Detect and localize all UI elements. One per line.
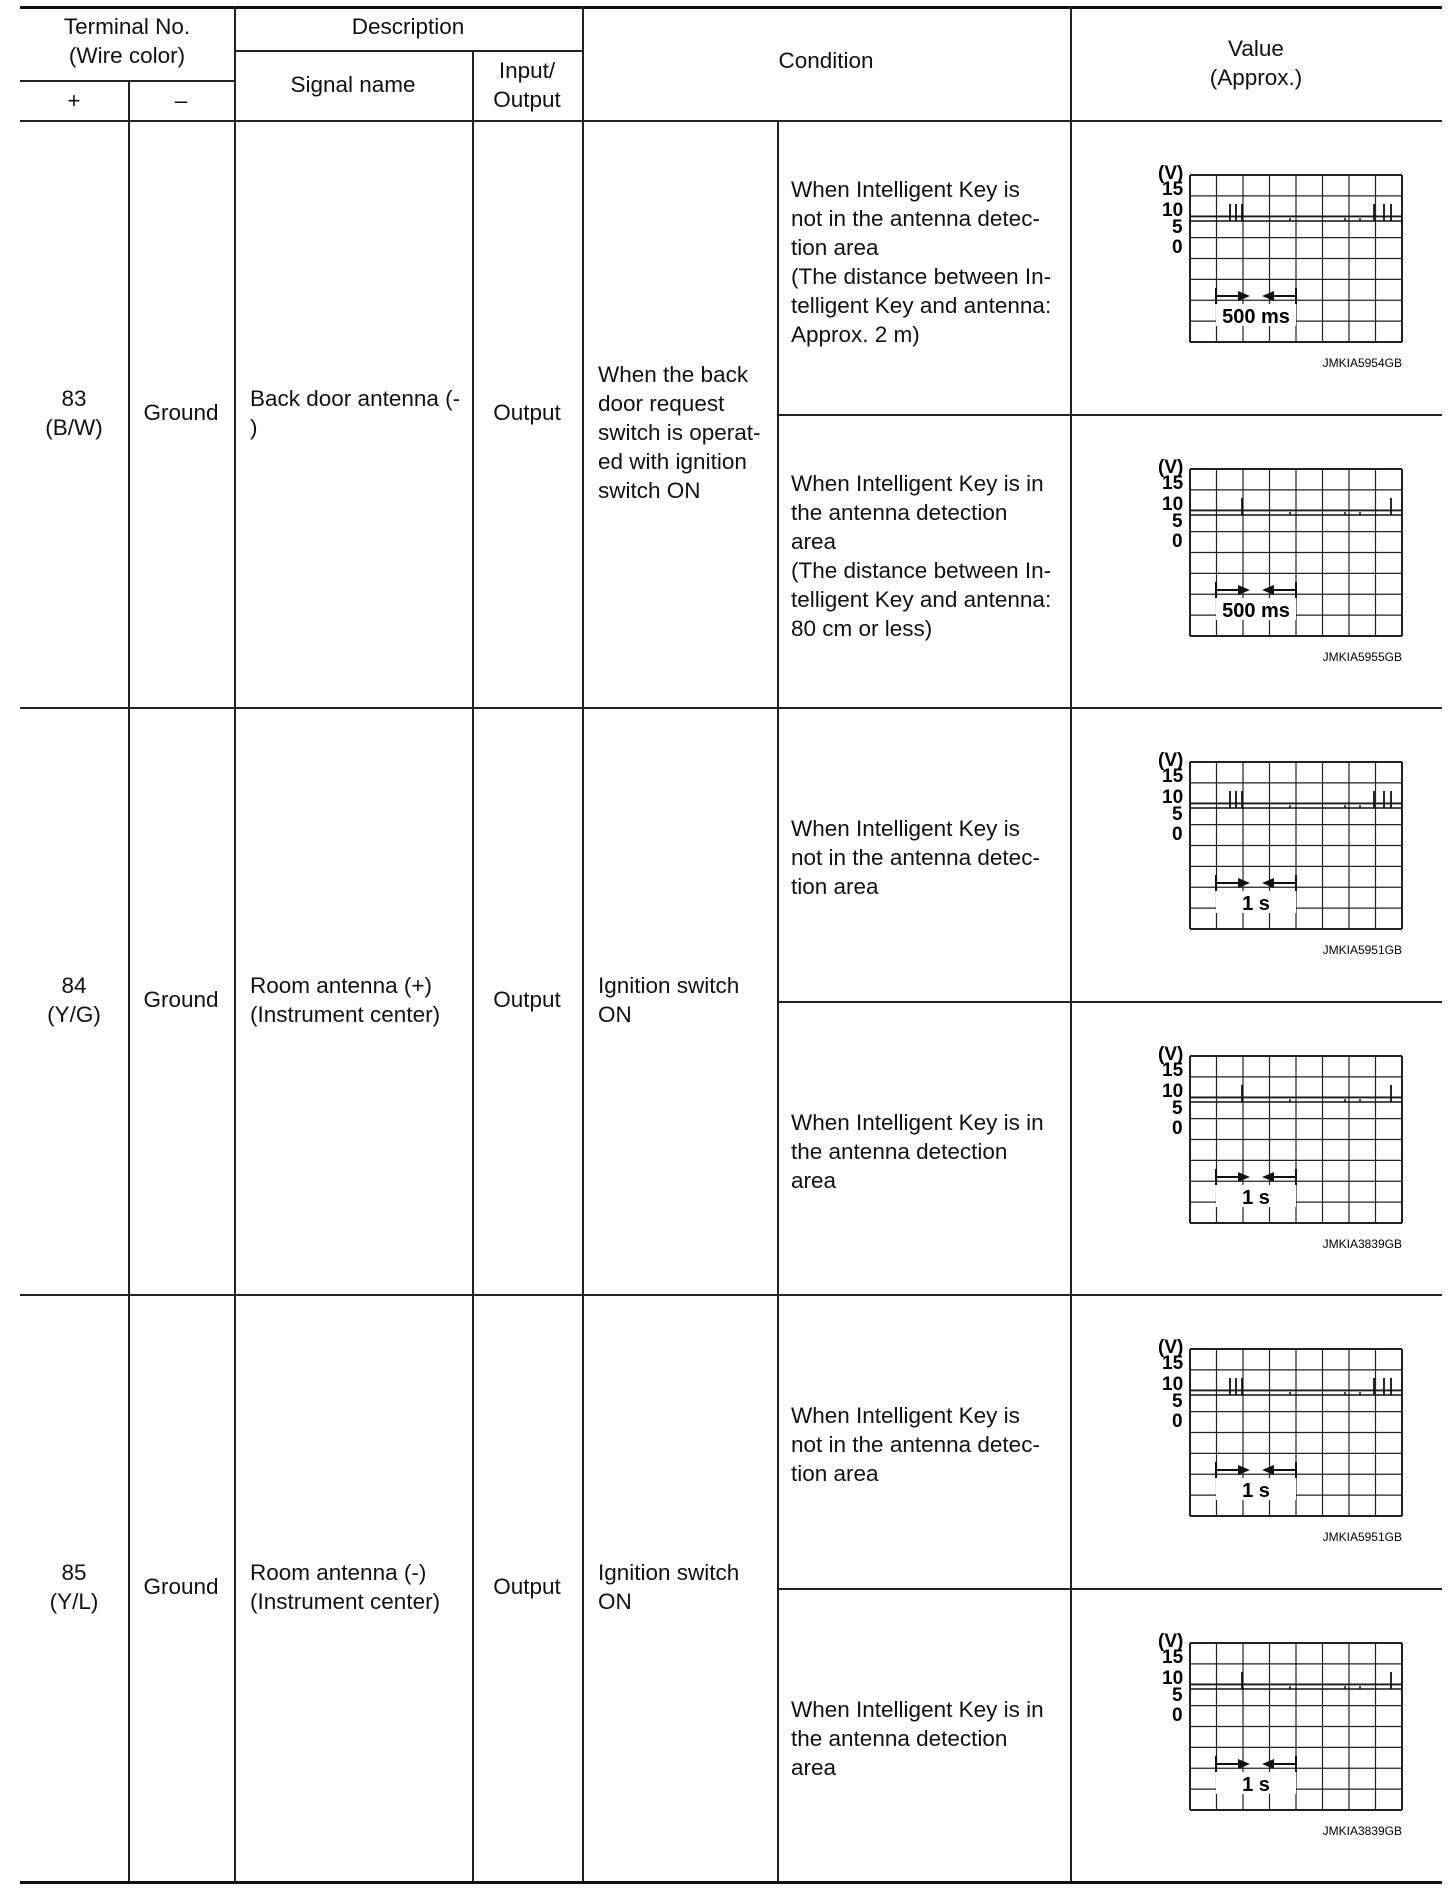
y-tick-5: 5 xyxy=(1172,1391,1183,1412)
terminal-number xyxy=(20,971,128,1029)
y-tick-0: 0 xyxy=(1172,1117,1183,1139)
header-minus xyxy=(128,86,234,115)
column-rule xyxy=(472,50,474,1881)
timebase-arrowhead xyxy=(1238,1759,1250,1769)
timebase-arrowhead xyxy=(1262,878,1274,888)
timebase-label: 1 s xyxy=(1242,1773,1270,1796)
condition-text xyxy=(598,360,771,505)
y-tick-5: 5 xyxy=(1172,217,1183,238)
y-unit-label: (V) xyxy=(1158,1630,1184,1652)
text-line: the antenna detection xyxy=(791,1138,1008,1164)
timebase-label: 500 ms xyxy=(1222,599,1290,622)
terminal-number xyxy=(20,1558,128,1616)
row-rule xyxy=(20,1294,1442,1296)
y-tick-15: 15 xyxy=(1162,766,1184,787)
y-tick-0: 0 xyxy=(1172,237,1183,258)
timebase-arrowhead xyxy=(1262,291,1274,301)
y-tick-15: 15 xyxy=(1162,179,1184,200)
text-line: When Intelligent Key is xyxy=(791,816,1020,842)
subcondition-text xyxy=(791,1695,1064,1782)
y-tick-10: 10 xyxy=(1162,1374,1184,1395)
column-rule xyxy=(234,6,236,1881)
text-line: Condition xyxy=(778,48,874,73)
timebase-label: 1 s xyxy=(1242,893,1270,915)
text-line: When Intelligent Key is in xyxy=(791,1109,1044,1135)
subcondition-text xyxy=(791,1108,1064,1195)
y-tick-10: 10 xyxy=(1162,200,1184,221)
header-signal-name xyxy=(234,70,472,99)
signal-name xyxy=(250,384,468,442)
oscilloscope-waveform xyxy=(1110,1631,1410,1881)
timebase-label: 500 ms xyxy=(1222,306,1290,328)
text-line: switch is operat- xyxy=(598,420,761,445)
text-line: door request xyxy=(598,391,725,416)
waveform-graph xyxy=(1110,163,1410,413)
text-line: Ignition switch xyxy=(598,972,740,998)
subcondition-text xyxy=(791,175,1064,349)
header-plus xyxy=(20,86,128,115)
y-unit-label: (V) xyxy=(1158,456,1184,478)
text-line: Ground xyxy=(143,986,219,1012)
y-tick-0: 0 xyxy=(1172,1704,1183,1726)
timebase-label: 1 s xyxy=(1242,1186,1270,1209)
text-line: ) xyxy=(250,414,258,440)
header-condition xyxy=(582,46,1070,75)
text-line: 84 xyxy=(61,972,87,998)
text-line: Output xyxy=(493,87,561,112)
text-line: not in the antenna detec- xyxy=(791,206,1040,231)
text-line: (Wire color) xyxy=(68,43,186,68)
text-line: (Instrument center) xyxy=(250,1588,441,1614)
text-line: When Intelligent Key is in xyxy=(791,470,1044,496)
text-line: not in the antenna detec- xyxy=(791,1432,1040,1458)
oscilloscope-waveform xyxy=(1110,1337,1410,1587)
timebase-arrowhead xyxy=(1238,1465,1250,1475)
text-line: Signal name xyxy=(290,72,416,97)
terminal-number xyxy=(20,384,128,442)
timebase-arrowhead xyxy=(1238,585,1250,595)
text-line: area xyxy=(791,528,837,554)
oscilloscope-waveform xyxy=(1110,750,1410,1000)
subcondition-rule xyxy=(777,1001,1442,1003)
timebase-arrowhead xyxy=(1262,1172,1274,1182)
ground-terminal xyxy=(128,1572,234,1601)
waveform-graph xyxy=(1110,457,1410,707)
subcondition-text xyxy=(791,1401,1064,1488)
text-line: Ground xyxy=(143,399,219,425)
text-line: – xyxy=(174,88,188,113)
text-line: Output xyxy=(493,1573,561,1599)
text-line: Terminal No. xyxy=(63,14,191,39)
row-rule xyxy=(20,1881,1442,1884)
y-tick-10: 10 xyxy=(1162,787,1184,808)
timebase-label: 1 s xyxy=(1242,1480,1270,1502)
terminal-table xyxy=(20,6,1442,1886)
text-line: (The distance between In- xyxy=(791,557,1052,583)
text-line: Output xyxy=(493,399,561,425)
y-tick-15: 15 xyxy=(1162,1646,1184,1668)
timebase-arrowhead xyxy=(1238,878,1250,888)
text-line: Input/ xyxy=(498,58,556,83)
signal-name xyxy=(250,971,468,1029)
text-line: Back door antenna (- xyxy=(250,385,461,411)
condition-text xyxy=(598,1558,771,1616)
timebase-arrowhead xyxy=(1238,291,1250,301)
text-line: When Intelligent Key is in xyxy=(791,1696,1044,1722)
waveform-graph xyxy=(1110,1631,1410,1881)
y-tick-0: 0 xyxy=(1172,824,1183,845)
signal-name xyxy=(250,1558,468,1616)
text-line: (The distance between In- xyxy=(791,264,1052,289)
text-line: telligent Key and antenna: xyxy=(791,586,1052,612)
figure-code: JMKIA5954GB xyxy=(1322,356,1402,370)
column-rule xyxy=(1070,6,1072,1881)
header-split-rule xyxy=(20,80,234,82)
subcondition-rule xyxy=(777,1588,1442,1590)
ground-terminal xyxy=(128,398,234,427)
text-line: Ignition switch xyxy=(598,1559,740,1585)
text-line: Output xyxy=(493,986,561,1012)
y-tick-15: 15 xyxy=(1162,472,1184,494)
text-line: Room antenna (-) xyxy=(250,1559,427,1585)
oscilloscope-waveform xyxy=(1110,163,1410,413)
header-input-output xyxy=(472,56,582,114)
text-line: 80 cm or less) xyxy=(791,615,933,641)
subcondition-rule xyxy=(777,414,1442,416)
text-line: ed with ignition xyxy=(598,449,747,474)
input-output xyxy=(472,398,582,427)
y-unit-label: (V) xyxy=(1158,750,1184,771)
row-rule xyxy=(20,707,1442,709)
text-line: telligent Key and antenna: xyxy=(791,293,1052,318)
text-line: When the back xyxy=(598,362,749,387)
text-line: Room antenna (+) xyxy=(250,972,432,998)
header-description xyxy=(234,12,582,41)
waveform-graph xyxy=(1110,750,1410,1000)
y-tick-10: 10 xyxy=(1162,1667,1184,1689)
y-unit-label: (V) xyxy=(1158,163,1184,184)
timebase-arrowhead xyxy=(1238,1172,1250,1182)
text-line: ON xyxy=(598,1588,632,1614)
text-line: Value xyxy=(1228,36,1284,61)
text-line: ON xyxy=(598,1001,632,1027)
y-tick-5: 5 xyxy=(1172,510,1183,532)
figure-code: JMKIA5955GB xyxy=(1322,649,1402,664)
ground-terminal xyxy=(128,985,234,1014)
text-line: When Intelligent Key is xyxy=(791,1403,1020,1429)
waveform-graph xyxy=(1110,1337,1410,1587)
input-output xyxy=(472,1572,582,1601)
figure-code: JMKIA3839GB xyxy=(1322,1823,1402,1838)
header-value xyxy=(1070,34,1442,92)
text-line: area xyxy=(791,1754,837,1780)
text-line: + xyxy=(67,88,81,113)
column-rule xyxy=(582,6,584,1881)
text-line: Ground xyxy=(143,1573,219,1599)
text-line: (Y/L) xyxy=(49,1588,99,1614)
text-line: tion area xyxy=(791,874,879,900)
y-tick-5: 5 xyxy=(1172,804,1183,825)
timebase-arrowhead xyxy=(1262,1759,1274,1769)
subcondition-text xyxy=(791,469,1064,643)
condition-text xyxy=(598,971,771,1029)
text-line: 83 xyxy=(61,385,87,411)
text-line: (Instrument center) xyxy=(250,1001,441,1027)
text-line: not in the antenna detec- xyxy=(791,845,1040,871)
y-unit-label: (V) xyxy=(1158,1043,1184,1065)
y-tick-5: 5 xyxy=(1172,1097,1183,1119)
input-output xyxy=(472,985,582,1014)
text-line: Description xyxy=(351,14,465,39)
figure-code: JMKIA5951GB xyxy=(1322,943,1402,957)
y-tick-15: 15 xyxy=(1162,1353,1184,1374)
text-line: When Intelligent Key is xyxy=(791,177,1020,202)
text-line: the antenna detection xyxy=(791,499,1008,525)
text-line: tion area xyxy=(791,235,879,260)
text-line: Approx. 2 m) xyxy=(791,322,920,347)
y-tick-15: 15 xyxy=(1162,1059,1184,1081)
column-rule xyxy=(128,80,130,1881)
y-tick-10: 10 xyxy=(1162,1080,1184,1102)
y-tick-10: 10 xyxy=(1162,493,1184,515)
text-line: the antenna detection xyxy=(791,1725,1008,1751)
timebase-arrowhead xyxy=(1262,1465,1274,1475)
text-line: switch ON xyxy=(598,478,701,503)
text-line: (Y/G) xyxy=(47,1001,101,1027)
oscilloscope-waveform xyxy=(1110,1044,1410,1294)
text-line: area xyxy=(791,1167,837,1193)
text-line: tion area xyxy=(791,1461,879,1487)
text-line: (Approx.) xyxy=(1209,65,1303,90)
waveform-graph xyxy=(1110,1044,1410,1294)
figure-code: JMKIA3839GB xyxy=(1322,1236,1402,1251)
figure-code: JMKIA5951GB xyxy=(1322,1530,1402,1544)
text-line: 85 xyxy=(61,1559,87,1585)
header-split-rule xyxy=(234,50,582,52)
oscilloscope-waveform xyxy=(1110,457,1410,707)
y-unit-label: (V) xyxy=(1158,1337,1184,1358)
y-tick-5: 5 xyxy=(1172,1684,1183,1706)
header-terminal-no xyxy=(20,12,234,70)
y-tick-0: 0 xyxy=(1172,530,1183,552)
timebase-arrowhead xyxy=(1262,585,1274,595)
y-tick-0: 0 xyxy=(1172,1411,1183,1432)
text-line: (B/W) xyxy=(45,414,103,440)
subcondition-text xyxy=(791,814,1064,901)
